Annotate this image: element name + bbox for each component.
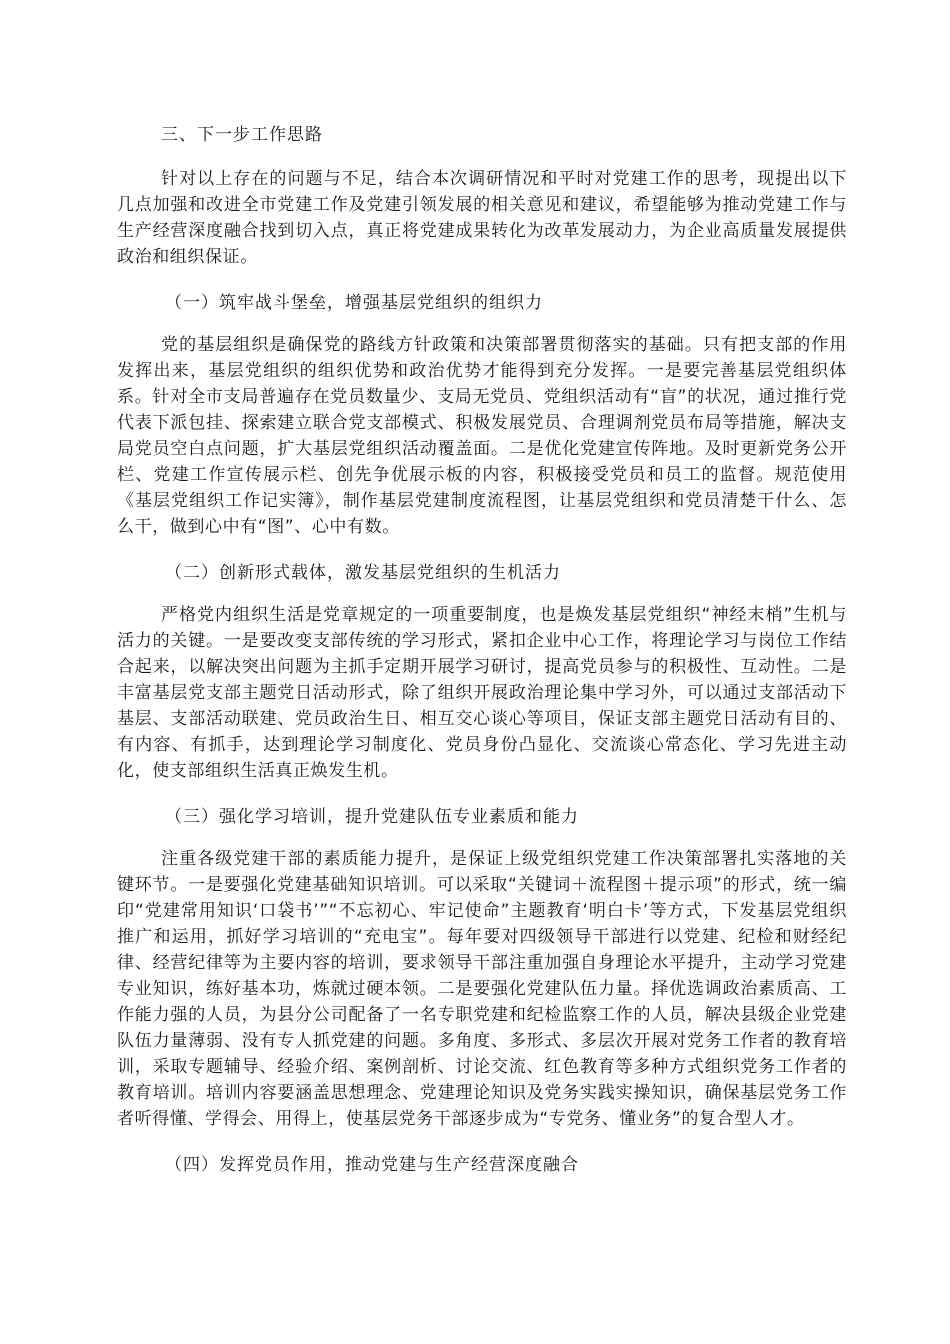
subsection-heading-1: （一）筑牢战斗堡垒，增强基层党组织的组织力 xyxy=(165,293,543,313)
subsection-paragraph-1: 党的基层组织是确保党的路线方针政策和决策部署贯彻落实的基础。只有把支部的作用发挥出来，基层党组织的组织优势和政治优势才能得到充分发挥。一是要完善基层党组织体系。针对全市支局普遍存在党员数量少、支局无党员、党组织活动有“盲”的状况，通过推行党代表下派包挂、探索建立联合党支部模式、积极发展党员、合理调剂党员布局等措施，解决支局党员空白点问题，扩大基层党组织活动覆盖面。二是优化党建宣传阵地。及时更新党务公开栏、党建工作宣传展示栏、创先争优展示板的内容，积极接受党员和员工的监督。规范使用《基层党组织工作记实簿》，制作基层党建制度流程图，让基层党组织和党员清楚干什么、怎么干，做到心中有“图”、心中有数。 xyxy=(117,335,847,537)
subsection-heading-3: （三）强化学习培训，提升党建队伍专业素质和能力 xyxy=(165,807,579,827)
section-title: 三、下一步工作思路 xyxy=(161,125,323,145)
subsection-heading-4: （四）发挥党员作用，推动党建与生产经营深度融合 xyxy=(165,1155,579,1175)
document-body xyxy=(117,122,847,1194)
subsection-heading-2: （二）创新形式载体，激发基层党组织的生机活力 xyxy=(165,563,561,583)
subsection-paragraph-2: 严格党内组织生活是党章规定的一项重要制度，也是焕发基层党组织“神经末梢”生机与活力的关键。一是要改变支部传统的学习形式，紧扣企业中心工作，将理论学习与岗位工作结合起来，以解决突出问题为主抓手定期开展学习研讨，提高党员参与的积极性、互动性。二是丰富基层党支部主题党日活动形式，除了组织开展政治理论集中学习外，可以通过支部活动下基层、支部活动联建、党员政治生日、相互交心谈心等项目，保证支部主题党日活动有目的、有内容、有抓手，达到理论学习制度化、党员身份凸显化、交流谈心常态化、学习先进主动化，使支部组织生活真正焕发生机。 xyxy=(117,605,847,781)
subsection-paragraph-3: 注重各级党建干部的素质能力提升，是保证上级党组织党建工作决策部署扎实落地的关键环节。一是要强化党建基础知识培训。可以采取“关键词＋流程图＋提示项”的形式，统一编印“党建常用知识‘口袋书’”“不忘初心、牢记使命”主题教育‘明白卡’等方式，下发基层党组织推广和运用，抓好学习培训的“充电宝”。每年要对四级领导干部进行以党建、纪检和财经纪律、经营纪律等为主要内容的培训，要求领导干部注重加强自身理论水平提升，主动学习党建专业知识，练好基本功，炼就过硬本领。二是要强化党建队伍力量。择优选调政治素质高、工作能力强的人员，为县分公司配备了一名专职党建和纪检监察工作的人员，解决县级企业党建队伍力量薄弱、没有专人抓党建的问题。多角度、多形式、多层次开展对党务工作者的教育培训，采取专题辅导、经验介绍、案例剖析、讨论交流、红色教育等多种方式组织党务工作者的教育培训。培训内容要涵盖思想理念、党建理论知识及党务实践实操知识，确保基层党务工作者听得懂、学得会、用得上，使基层党务干部逐步成为“专党务、懂业务”的复合型人才。 xyxy=(117,849,847,1129)
section-intro-paragraph: 针对以上存在的问题与不足，结合本次调研情况和平时对党建工作的思考，现提出以下几点加强和改进全市党建工作及党建引领发展的相关意见和建议，希望能够为推动党建工作与生产经营深度融合找到切入点，真正将党建成果转化为改革发展动力，为企业高质量发展提供政治和组织保证。 xyxy=(117,169,847,267)
